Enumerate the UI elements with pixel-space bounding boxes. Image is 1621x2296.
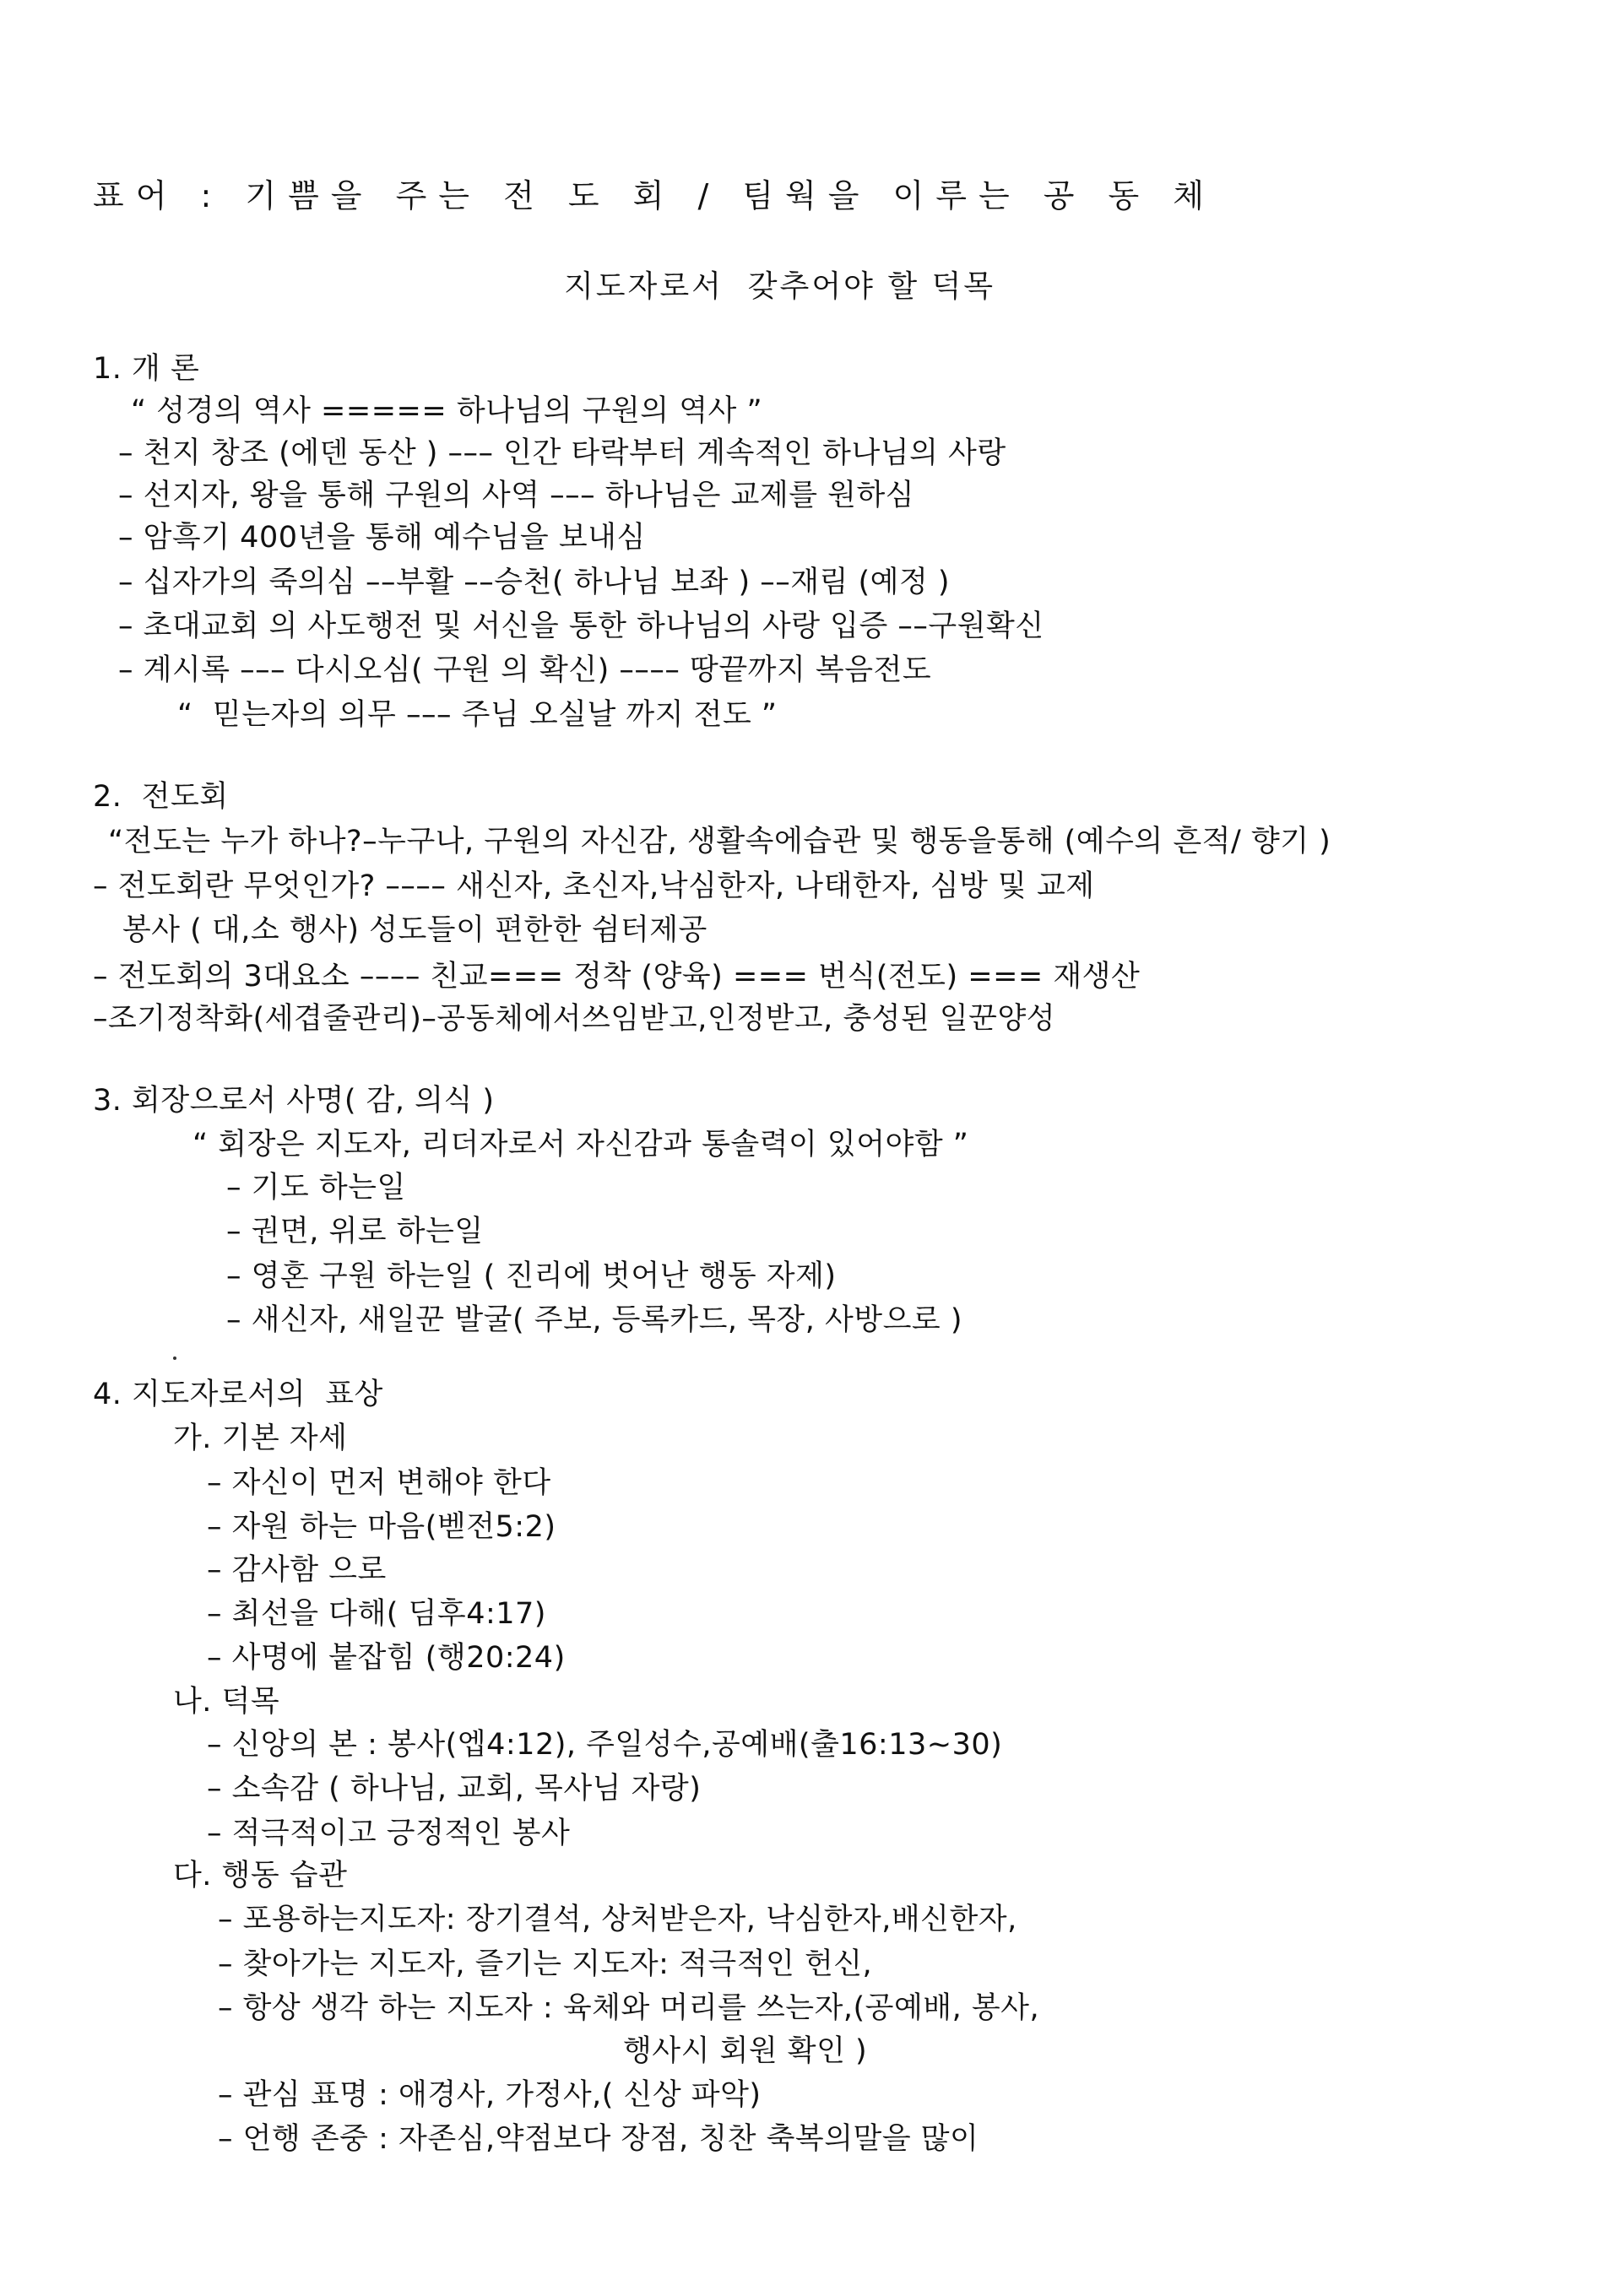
section-1-item: – 암흑기 400년을 통해 예수님을 보내심 bbox=[118, 521, 646, 555]
subsection-ga-item: – 자신이 먼저 변해야 한다 bbox=[207, 1466, 551, 1500]
section-2-item: – 전도회란 무엇인가? –––– 새신자, 초신자,낙심한자, 나태한자, 심방 및 교제 bbox=[93, 869, 1095, 903]
section-3-item: – 새신자, 새일꾼 발굴( 주보, 등록카드, 목장, 사방으로 ) bbox=[226, 1303, 963, 1337]
section-3-quote: “ 회장은 지도자, 리더자로서 자신감과 통솔력이 있어야함 ” bbox=[192, 1128, 969, 1162]
subsection-ga-heading: 가. 기본 자세 bbox=[173, 1421, 348, 1455]
section-3-heading: 3. 회장으로서 사명( 감, 의식 ) bbox=[93, 1084, 495, 1118]
scan-speck bbox=[173, 1356, 176, 1360]
section-2-quote: “전도는 누가 하나?–누구나, 구원의 자신감, 생활속에습관 및 행동을통해 (예수의 흔적/ 향기 ) bbox=[108, 825, 1331, 858]
subsection-da-item: – 항상 생각 하는 지도자 : 육체와 머리를 쓰는자,(공예배, 봉사, bbox=[218, 1991, 1040, 2025]
section-1-item: – 계시록 ––– 다시오심( 구원 의 확신) –––– 땅끝까지 복음전도 bbox=[118, 653, 932, 687]
section-1-closing: “ 믿는자의 의무 ––– 주님 오실날 까지 전도 ” bbox=[177, 698, 778, 732]
subsection-da-item: – 포용하는지도자: 장기결석, 상처받은자, 낙심한자,배신한자, bbox=[218, 1903, 1017, 1936]
section-2-item: –조기정착화(세겹줄관리)–공동체에서쓰임받고,인정받고, 충성된 일꾼양성 bbox=[93, 1002, 1056, 1036]
section-2-item: 봉사 ( 대,소 행사) 성도들이 편한한 쉼터제공 bbox=[93, 913, 707, 947]
section-1-item: – 천지 창조 (에덴 동산 ) ––– 인간 타락부터 계속적인 하나님의 사랑 bbox=[118, 436, 1006, 470]
subsection-da-item: – 관심 표명 : 애경사, 가정사,( 신상 파악) bbox=[218, 2078, 762, 2112]
section-4-heading: 4. 지도자로서의 표상 bbox=[93, 1378, 383, 1411]
subsection-da-item-continuation: 행사시 회원 확인 ) bbox=[623, 2034, 868, 2068]
subsection-na-heading: 나. 덕목 bbox=[173, 1685, 280, 1719]
section-3-item: – 권면, 위로 하는일 bbox=[226, 1215, 484, 1248]
subsection-na-item: – 소속감 ( 하나님, 교회, 목사님 자랑) bbox=[207, 1772, 702, 1806]
subsection-da-item: – 언행 존중 : 자존심,약점보다 장점, 칭찬 축복의말을 많이 bbox=[218, 2122, 979, 2156]
subsection-ga-item: – 감사함 으로 bbox=[207, 1553, 387, 1587]
section-1-item: – 십자가의 죽의심 ––부활 ––승천( 하나님 보좌 ) ––재림 (예정 ) bbox=[118, 566, 951, 599]
section-1-item: – 선지자, 왕을 통해 구원의 사역 ––– 하나님은 교제를 원하심 bbox=[118, 479, 915, 512]
motto: 표어 : 기쁨을 주는 전 도 회 / 팀웍을 이루는 공 동 체 bbox=[93, 177, 1217, 214]
section-1-quote: “ 성경의 역사 ===== 하나님의 구원의 역사 ” bbox=[131, 394, 763, 428]
section-1-item: – 초대교회 의 사도행전 및 서신을 통한 하나님의 사랑 입증 ––구원확신 bbox=[118, 609, 1044, 643]
subsection-da-item: – 찾아가는 지도자, 즐기는 지도자: 적극적인 헌신, bbox=[218, 1947, 873, 1981]
subsection-na-item: – 신앙의 본 : 봉사(엡4:12), 주일성수,공예배(출16:13~30) bbox=[207, 1728, 1003, 1762]
subsection-ga-item: – 자원 하는 마음(벧전5:2) bbox=[207, 1510, 556, 1544]
subsection-na-item: – 적극적이고 긍정적인 봉사 bbox=[207, 1817, 571, 1850]
section-2-heading: 2. 전도회 bbox=[93, 780, 229, 814]
section-3-item: – 영혼 구원 하는일 ( 진리에 벗어난 행동 자제) bbox=[226, 1259, 837, 1293]
subsection-ga-item: – 최선을 다해( 딤후4:17) bbox=[207, 1597, 546, 1631]
subsection-ga-item: – 사명에 붙잡힘 (행20:24) bbox=[207, 1641, 566, 1675]
page-title: 지도자로서 갖추어야 할 덕목 bbox=[564, 269, 996, 304]
subsection-da-heading: 다. 행동 습관 bbox=[173, 1859, 348, 1893]
section-3-item: – 기도 하는일 bbox=[226, 1171, 406, 1205]
section-1-heading: 1. 개 론 bbox=[93, 352, 200, 386]
section-2-item: – 전도회의 3대요소 –––– 친교=== 정착 (양육) === 번식(전도) === 재생산 bbox=[93, 960, 1141, 994]
